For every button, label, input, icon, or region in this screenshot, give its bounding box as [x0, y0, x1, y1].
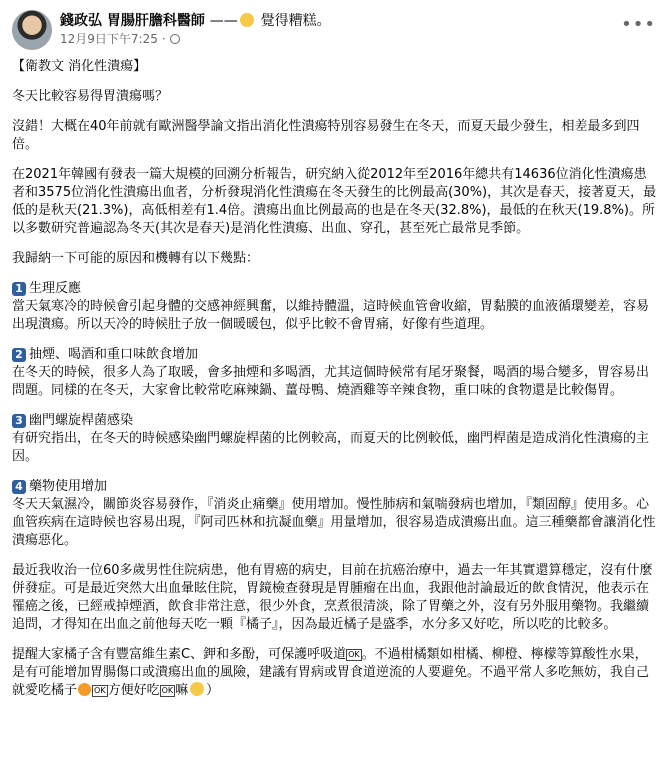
- number-3-icon: 3: [12, 414, 26, 428]
- section-1-text: 當天氣寒冷的時候會引起身體的交感神經興奮，以維持體溫，這時候血管會收縮，胃黏膜的血液循環變差，容易出現潰瘍。所以天冷的時候肚子放一個暖暖包，似乎比較不會胃痛，好像有些道理。: [12, 299, 650, 332]
- paragraph-5-part-e: ）: [206, 683, 220, 698]
- paragraph-5: [12, 646, 658, 700]
- more-options-icon[interactable]: •••: [621, 14, 656, 35]
- globe-icon[interactable]: [170, 34, 180, 44]
- author-name[interactable]: 錢政弘 胃腸肝膽科醫師: [60, 13, 205, 29]
- paragraph-5-part-c: 方便好吃: [107, 683, 160, 698]
- post-meta: [60, 12, 331, 48]
- section-4-heading: 藥物使用增加: [29, 479, 108, 494]
- section-2-text: 在冬天的時候，很多人為了取暖，會多抽煙和多喝酒，尤其這個時候常有尾牙聚餐，喝酒的場合變多，胃容易出問題。同樣的在冬天，大家會比較常吃麻辣鍋、薑母鴨、燒酒雞等辛辣食物，重口味的食物還是比較傷胃。: [12, 365, 650, 398]
- section-4-title: [12, 478, 658, 496]
- section-3-title: [12, 412, 658, 430]
- section-3-text: 有研究指出，在冬天的時候感染幽門螺旋桿菌的比例較高，而夏天的比例較低，幽門桿菌是造成消化性潰瘍的主因。: [12, 431, 650, 464]
- section-3-heading: 幽門螺旋桿菌感染: [29, 413, 134, 428]
- post-subline: [60, 30, 331, 48]
- paragraph-4: 最近我收治一位60多歲男性住院病患，他有胃癌的病史，目前在抗癌治療中，過去一年其實還算穩定，沒有什麼併發症。可是最近突然大出血暈眩住院，胃鏡檢查發現是胃腫瘤在出血，我跟他討論最近的飲食情況，他表示在罹癌之後，已經戒掉煙酒，飲食非常注意，很少外食，烹煮很清淡，除了胃藥之外，沒有另外服用藥物。我繼續追問，才得知在出血之前他每天吃一顆『橘子』，因為最近橘子是盛季，水分多又好吃，所以吃的比較多。: [12, 563, 653, 632]
- author-row: [60, 12, 331, 30]
- paragraph-5-part-b: 。不過柑橘類如柑橘、柳橙、檸檬等算酸性水果，是有可能增加胃腸傷口或潰瘍出血的風險，建議有胃病或胃食道逆流的人要避免。不過平常人多吃無妨，我自己就愛吃橘子: [12, 647, 650, 698]
- section-1-title: [12, 280, 658, 298]
- section-1-heading: 生理反應: [29, 281, 82, 296]
- post-body: [12, 58, 658, 712]
- number-2-icon: 2: [12, 348, 26, 362]
- feeling-prefix: ——: [209, 13, 238, 29]
- post-timestamp[interactable]: 12月9日下午7:25: [60, 32, 158, 46]
- paragraph-1: 沒錯！大概在40年前就有歐洲醫學論文指出消化性潰瘍特別容易發生在冬天，而夏天最少發生，相差最多到四倍。: [12, 119, 640, 152]
- paragraph-5-part-d: 嘛: [175, 683, 189, 698]
- number-1-icon: 1: [12, 282, 26, 296]
- ok-tag-icon: OK: [348, 650, 360, 659]
- post-question: 冬天比較容易得胃潰瘍嗎？: [12, 89, 169, 104]
- ok-tag-icon-2: OK: [94, 686, 106, 695]
- feeling-text: 覺得糟糕。: [260, 13, 331, 29]
- ok-tag-icon-3: OK: [161, 686, 174, 695]
- section-2-title: [12, 346, 658, 364]
- section-4-text: 冬天天氣濕冷，關節炎容易發作，『消炎止痛藥』使用增加。慢性肺病和氣喘發病也增加，『類固醇』使用多。心血管疾病在這時候也容易出現，『阿司匹林和抗凝血藥』用量增加，很容易造成潰瘍出血。這三種藥都會讓消化性潰瘍惡化。: [12, 497, 656, 548]
- paragraph-3: 我歸納一下可能的原因和機轉有以下幾點：: [12, 251, 260, 266]
- paragraph-5-part-a: 提醒大家橘子含有豐富維生素C、鉀和多酚，可保護呼吸道: [12, 647, 347, 662]
- avatar[interactable]: [12, 10, 52, 50]
- subline-separator: ·: [161, 32, 166, 46]
- wink-face-icon: [190, 682, 204, 696]
- paragraph-2: 在2021年韓國有發表一篇大規模的回溯分析報告，研究納入從2012年至2016年總共有14636位消化性潰瘍患者和3575位消化性潰瘍出血者，分析發現消化性潰瘍在冬天發生的比例最高(30%)，其次是春天，接著夏天，最低的是秋天(21.3%)，高低相差有1.4倍。潰瘍出血比例最高的也是在冬天(32.8%)，最低的在秋天(19.8%)。所以多數研究普遍認為冬天(其次是春天)是消化性潰瘍、出血、穿孔，甚至死亡最常見季節。: [12, 167, 657, 236]
- feeling-emoji-icon: [240, 13, 254, 27]
- post-title: 【衛教文 消化性潰瘍】: [12, 59, 147, 74]
- section-2-heading: 抽煙、喝酒和重口味飲食增加: [29, 347, 199, 362]
- tangerine-icon: [78, 683, 91, 696]
- number-4-icon: 4: [12, 480, 26, 494]
- post-header: [12, 10, 331, 50]
